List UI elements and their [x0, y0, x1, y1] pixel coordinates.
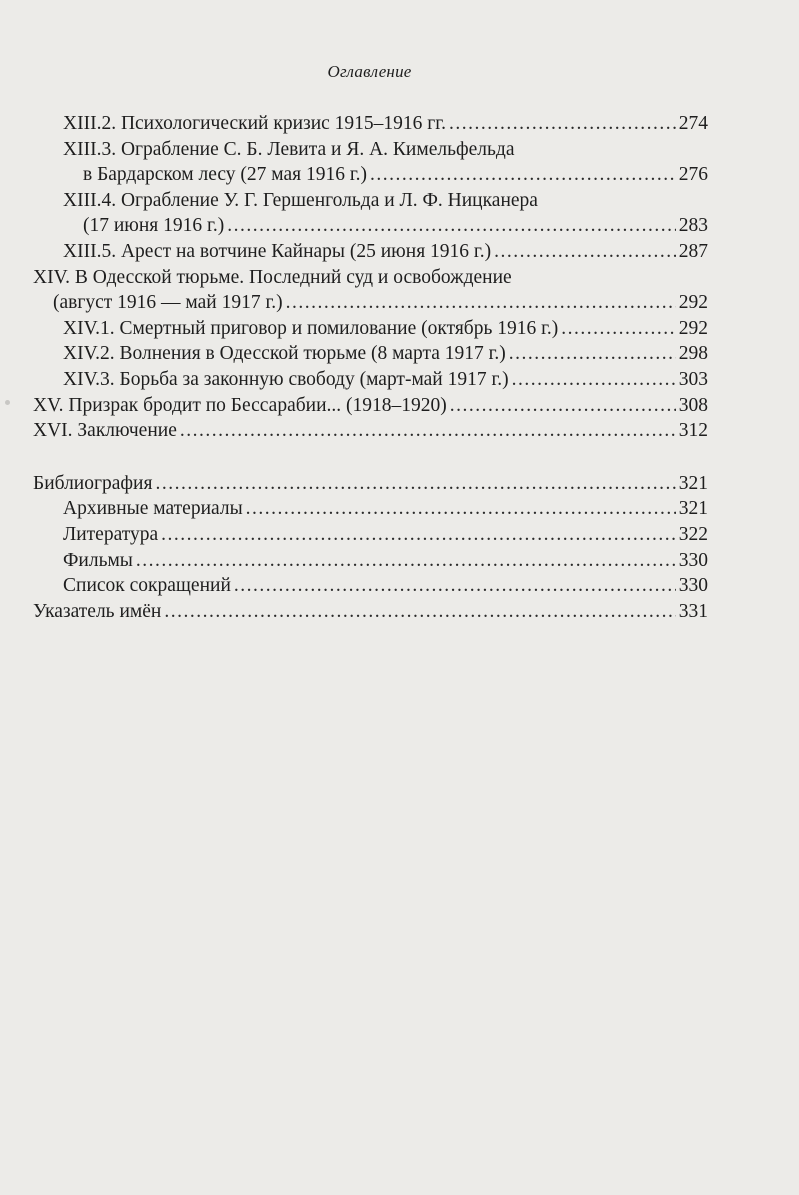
toc-entry-title-continued: (17 июня 1916 г.)	[83, 215, 225, 237]
toc-entry-title: XIV.2. Волнения в Одесской тюрьме (8 марта 1917 г.)	[63, 343, 506, 365]
dot-leader	[227, 213, 676, 239]
paper-speck	[5, 400, 10, 405]
toc-page-number: 292	[678, 292, 708, 314]
toc-page-number: 276	[678, 164, 708, 186]
toc-entry-xiii-4	[63, 188, 708, 239]
toc-entry-title: XV. Призрак бродит по Бессарабии... (1918–1920)	[33, 394, 447, 416]
toc-entry-xiii-5	[63, 239, 708, 265]
toc-page-number: 331	[678, 600, 708, 622]
dot-leader	[450, 393, 676, 419]
toc-entry-title: Архивные материалы	[63, 498, 243, 520]
toc-page-number: 322	[678, 523, 708, 545]
toc-entry-title: XIV.1. Смертный приговор и помилование (октябрь 1916 г.)	[63, 317, 559, 339]
toc-page-number: 283	[678, 215, 708, 237]
toc-page-number: 321	[678, 472, 708, 494]
toc-entry-xiv	[33, 265, 708, 316]
toc-entry-xiii-3	[63, 137, 708, 188]
toc-entry-title: Фильмы	[63, 549, 133, 571]
toc-entry-title: XIV. В Одесской тюрьме. Последний суд и освобождение	[33, 266, 512, 288]
toc-entry-title: XIII.5. Арест на вотчине Кайнары (25 июня 1916 г.)	[63, 240, 492, 262]
toc-page-number: 274	[678, 113, 708, 134]
toc-entry-title: Литература	[63, 523, 159, 545]
section-gap	[0, 444, 799, 471]
dot-leader	[234, 573, 676, 599]
toc-entry-title: XIII.2. Психологический кризис 1915–1916 гг.	[63, 113, 446, 134]
toc-page-number: 312	[678, 420, 708, 442]
dot-leader	[561, 316, 675, 342]
dot-leader	[155, 471, 675, 497]
dot-leader	[509, 341, 676, 367]
toc-entry-xv	[33, 393, 708, 419]
dot-leader	[512, 367, 676, 393]
toc-entry-xiv-1	[63, 316, 708, 342]
dot-leader	[161, 522, 676, 548]
toc-page-number: 330	[678, 575, 708, 597]
toc-entry-bibliography	[33, 471, 708, 497]
toc-entry-title: XIII.3. Ограбление С. Б. Левита и Я. А. Кимельфельда	[63, 138, 515, 160]
dot-leader	[286, 290, 676, 316]
dot-leader	[180, 418, 676, 444]
toc-entry-title: XIV.3. Борьба за законную свободу (март-май 1917 г.)	[63, 368, 509, 390]
toc-entry-films	[63, 548, 708, 574]
dot-leader	[494, 239, 676, 265]
toc-entry-title-continued: в Бардарском лесу (27 мая 1916 г.)	[83, 164, 367, 186]
table-of-contents	[0, 111, 799, 624]
toc-entry-title: Список сокращений	[63, 575, 231, 597]
toc-page-number: 330	[678, 549, 708, 571]
toc-page-number: 303	[678, 368, 708, 390]
toc-entry-literature	[63, 522, 708, 548]
toc-entry-title-continued: (август 1916 — май 1917 г.)	[53, 292, 283, 314]
toc-entry-title: XIII.4. Ограбление У. Г. Гершенгольда и Л. Ф. Ницканера	[63, 189, 538, 211]
toc-page-number: 321	[678, 498, 708, 520]
toc-page-number: 287	[678, 240, 708, 262]
toc-entry-name-index	[33, 599, 708, 625]
toc-entry-title: Библиография	[33, 472, 153, 494]
toc-entry-title: XVI. Заключение	[33, 420, 177, 442]
toc-entry-title: Указатель имён	[33, 600, 162, 622]
dot-leader	[136, 548, 676, 574]
page-header: Оглавление	[327, 62, 412, 81]
toc-page-number: 298	[678, 343, 708, 365]
dot-leader	[164, 599, 675, 625]
toc-page-number: 308	[678, 394, 708, 416]
toc-page-number: 292	[678, 317, 708, 339]
toc-entry-xvi	[33, 418, 708, 444]
toc-entry-abbreviations	[63, 573, 708, 599]
dot-leader	[370, 162, 676, 188]
toc-entry-xiii-2	[63, 111, 708, 137]
toc-entry-archives	[63, 496, 708, 522]
dot-leader	[449, 111, 676, 137]
toc-entry-xiv-2	[63, 341, 708, 367]
toc-entry-xiv-3	[63, 367, 708, 393]
dot-leader	[246, 496, 676, 522]
